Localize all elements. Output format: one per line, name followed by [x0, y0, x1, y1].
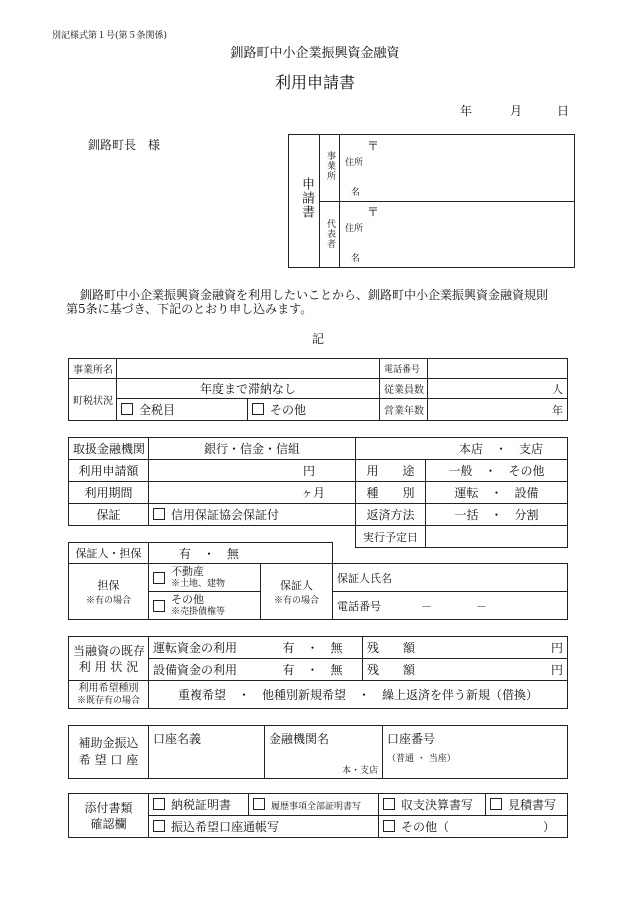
checkbox-icon[interactable]: [153, 508, 165, 520]
office-name-label[interactable]: 名: [351, 188, 361, 198]
loan-table: [68, 437, 568, 548]
account-label: 補助金振込 希 望 口 座: [69, 726, 149, 779]
blank-cell: [333, 543, 568, 564]
rep-address-label: 住所: [345, 224, 364, 234]
desired-type-label: 利用希望種別 ※既存有の場合: [69, 681, 149, 709]
equipment-options[interactable]: 有 ・ 無: [279, 659, 363, 681]
tax-cert-option[interactable]: 納税証明書: [149, 794, 249, 816]
use-label: 用 途: [356, 460, 426, 482]
exec-date-label: 実行予定日: [356, 526, 426, 548]
operating-label: 運転資金の利用: [149, 637, 279, 659]
account-name-input[interactable]: [149, 751, 265, 779]
guarantee-option[interactable]: 信用保証協会保証付: [149, 504, 356, 526]
guarantor-name-label[interactable]: 保証人氏名: [333, 564, 568, 592]
business-table: [68, 358, 568, 421]
checkbox-icon[interactable]: [490, 798, 502, 810]
repayment-options[interactable]: 一括 ・ 分割: [426, 504, 568, 526]
bank-name-label: 金融機関名: [265, 726, 383, 751]
checkbox-icon[interactable]: [153, 572, 165, 584]
addressee: 釧路町長 様: [88, 138, 161, 152]
office-postal-mark: 〒: [367, 139, 380, 153]
account-number-label: 口座番号: [383, 726, 568, 751]
checkbox-icon[interactable]: [121, 403, 133, 415]
bank-label: 取扱金融機関: [69, 438, 149, 460]
period-label: 利用期間: [69, 482, 149, 504]
existing-use-table: [68, 636, 568, 709]
guarantor-label: 保証人 ※有の場合: [261, 564, 333, 620]
equipment-balance[interactable]: 残 額 円: [363, 659, 568, 681]
office-name-label: 事業所名: [69, 359, 117, 379]
employees-unit[interactable]: 人: [428, 379, 568, 399]
operating-balance[interactable]: 残 額 円: [363, 637, 568, 659]
checkbox-icon[interactable]: [153, 600, 165, 612]
repayment-label: 返済方法: [356, 504, 426, 526]
office-address-label: 住所: [345, 158, 364, 168]
employees-label: 従業員数: [380, 379, 428, 399]
applicant-label: 申請書: [299, 177, 314, 219]
account-table: [68, 725, 568, 779]
use-options[interactable]: 一般 ・ その他: [426, 460, 568, 482]
branch-options[interactable]: 本店 ・ 支店: [356, 438, 568, 460]
office-name-input[interactable]: [117, 359, 380, 379]
office-label: 事業所: [325, 151, 335, 181]
estimate-option[interactable]: 見積書写: [486, 794, 568, 816]
attachments-table: [68, 793, 568, 838]
guarantor-collateral-label: 保証人・担保: [69, 543, 149, 564]
date-year: 年: [460, 104, 473, 118]
intro-line-1: 釧路町中小企業振興資金融資を利用したいことから、釧路町中小企業振興資金融資規則: [80, 288, 549, 302]
kind-label: 種 別: [356, 482, 426, 504]
guarantee-label: 保証: [69, 504, 149, 526]
ki-heading: 記: [312, 332, 325, 346]
account-name-label: 口座名義: [149, 726, 265, 751]
equipment-label: 設備資金の利用: [149, 659, 279, 681]
passbook-option[interactable]: 振込希望口座通帳写: [149, 816, 379, 838]
desired-options[interactable]: 重複希望 ・ 他種別新規希望 ・ 繰上返済を伴う新規（借換）: [149, 681, 568, 709]
date-day: 日: [557, 104, 570, 118]
phone-label: 電話番号: [380, 359, 428, 379]
existing-use-label: 当融資の既存 利 用 状 況: [69, 637, 149, 681]
history-cert-option[interactable]: 履歴事項全部証明書写: [249, 794, 379, 816]
collateral-label: 担保 ※有の場合: [69, 564, 149, 620]
guarantor-table: [68, 542, 568, 620]
years-unit[interactable]: 年: [428, 399, 568, 421]
checkbox-icon[interactable]: [153, 798, 165, 810]
income-statement-option[interactable]: 収支決算書写: [379, 794, 486, 816]
phone-input[interactable]: [428, 359, 568, 379]
checkbox-icon[interactable]: [383, 798, 395, 810]
checkbox-icon[interactable]: [383, 820, 395, 832]
attachments-label: 添付書類 確認欄: [69, 794, 149, 838]
account-types[interactable]: （普通 ・ 当座）: [383, 751, 568, 779]
guarantor-phone[interactable]: 電話番号 － －: [333, 592, 568, 620]
other-attachment-option[interactable]: その他（ ）: [379, 816, 568, 838]
tax-status-label: 町税状況: [69, 379, 117, 421]
checkbox-icon[interactable]: [153, 820, 165, 832]
other-collateral-option[interactable]: その他 ※売掛債権等: [149, 592, 261, 620]
kind-options[interactable]: 運転 ・ 設備: [426, 482, 568, 504]
rep-postal-mark: 〒: [367, 205, 380, 219]
years-label: 営業年数: [380, 399, 428, 421]
no-arrears-text[interactable]: 年度まで滞納なし: [117, 379, 380, 399]
tax-all-option[interactable]: 全税目: [117, 399, 248, 421]
intro-line-2: 第5条に基づき、下記のとおり申し込みます。: [66, 302, 313, 316]
amount-yen[interactable]: 円: [149, 460, 356, 482]
bank-types[interactable]: 銀行・信金・信組: [149, 438, 356, 460]
checkbox-icon[interactable]: [253, 798, 265, 810]
date-month: 月: [510, 104, 523, 118]
applicant-box: [288, 134, 575, 268]
real-estate-option[interactable]: 不動産 ※土地、建物: [149, 564, 261, 592]
form-reference: 別記様式第１号(第５条関係): [52, 31, 168, 41]
operating-options[interactable]: 有 ・ 無: [279, 637, 363, 659]
period-months[interactable]: ヶ月: [149, 482, 356, 504]
representative-label: 代表者: [325, 219, 335, 249]
tax-other-option[interactable]: その他: [248, 399, 380, 421]
guarantor-collateral-options[interactable]: 有 ・ 無: [149, 543, 333, 564]
checkbox-icon[interactable]: [252, 403, 264, 415]
rep-name-label[interactable]: 名: [351, 254, 361, 264]
form-title: 利用申請書: [274, 73, 355, 92]
amount-label: 利用申請額: [69, 460, 149, 482]
form-subtitle: 釧路町中小企業振興資金融資: [230, 46, 400, 61]
branch-types[interactable]: 本・支店: [265, 751, 383, 779]
